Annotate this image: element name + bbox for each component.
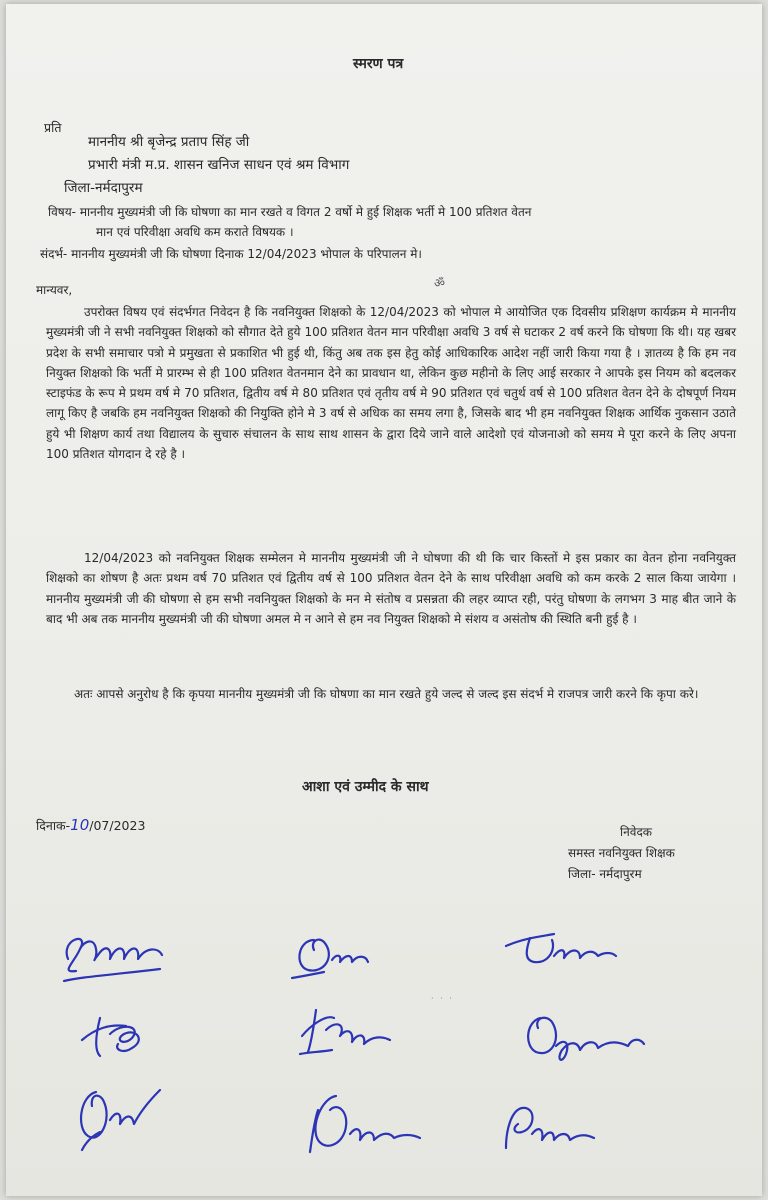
date-handwritten: 10 (70, 816, 90, 834)
sender-group: समस्त नवनियुक्त शिक्षक (568, 846, 675, 860)
letter-page (6, 4, 762, 1196)
signature-3 (494, 916, 664, 976)
date-line (36, 817, 145, 834)
signature-1 (50, 919, 220, 989)
signature-6 (516, 1002, 666, 1072)
paragraph-1-text: उपरोक्त विषय एवं संदर्भगत निवेदन है कि नवनियुक्त शिक्षको के 12/04/2023 को भोपाल मे आयोजित एक दिवसीय प्रशिक्षण कार्यक्रम मे माननीय मुख्यमंत्री जी ने सभी नवनियुक्त शिक्षको को सौगात देते हुये 100 प्रतिशत वेतन मान परिवीक्षा अवधि 3 वर्ष से घटाकर 2 वर्ष करने कि घोषणा कि थी। यह खबर प्रदेश के सभी समाचार पत्रो मे प्रमुखता से प्रकाशित भी हुई थी, किंतु अब तक इस हेतु कोई आधिकारिक आदेश नहीं जारी किया गया है । ज्ञातव्य है कि हम नव नियुक्त शिक्षको कि भर्ती मे प्रारम्भ से ही 100 प्रतिशत वेतनमान देने का प्रावधान था, लेकिन कुछ महीनो के लिए आई सरकार ने आपके इस नियम को बदलकर स्टाइफंड के रूप मे प्रथम वर्ष मे 70 प्रतिशत, द्वितीय वर्ष मे 80 प्रतिशत एवं तृतीय वर्ष मे 90 प्रतिशत एवं चतुर्थ वर्ष से 100 प्रतिशत वेतन देने के दोषपूर्ण नियम लागू किए है जबकि हम नवनियुक्त शिक्षको की नियुक्ति होने मे 3 वर्ष से अधिक का समय लगा है, जिसके बाद भी हम नवनियुक्त शिक्षक आर्थिक नुकसान उठाते हुये भी शिक्षण कार्य तथा विद्यालय के सुचारु संचालन के साथ साथ शासन के द्वारा दिये जाने वाले आदेशो एवं योजनाओ को समय मे पूरा करने के लिए अपना 100 प्रतिशत योगदान दे रहे है । (46, 305, 736, 462)
paragraph-2-text: 12/04/2023 को नवनियुक्त शिक्षक सम्मेलन मे माननीय मुख्यमंत्री जी ने घोषणा की थी कि चार किस्तों मे इस प्रकार का वेतन होना नवनियुक्त शिक्षको का शोषण है अतः प्रथम वर्ष 70 प्रतिशत एवं द्वितीय वर्ष से 100 प्रतिशत वेतन देने के साथ परिवीक्षा अवधि को कम करके 2 साल किया जायेगा ।माननीय मुख्यमंत्री जी की घोषणा से हम सभी नवनियुक्त शिक्षको के मन मे संतोष व प्रसन्नता की लहर व्याप्त रही, परंतु घोषणा के लगभग 3 माह बीत जाने के बाद भी अब तक माननीय मुख्यमंत्री जी की घोषणा अमल मे न आने से हम नव नियुक्त शिक्षको मे संशय व असंतोष की स्थिति बनी हुई है । (46, 551, 736, 626)
margin-mark: ॐ (434, 276, 445, 290)
sender-district: जिला- नर्मदापुरम (568, 867, 642, 881)
paragraph-2 (46, 548, 736, 629)
reference-line: संदर्भ- माननीय मुख्यमंत्री जी कि घोषणा दिनाक 12/04/2023 भोपाल के परिपालन मे। (40, 247, 422, 261)
signature-7 (66, 1072, 186, 1162)
paragraph-3 (36, 684, 736, 704)
signature-5 (286, 996, 436, 1066)
closing-line: आशा एवं उम्मीद के साथ (302, 779, 429, 795)
signature-8 (296, 1082, 446, 1162)
subject-line-1: विषय- माननीय मुख्यमंत्री जी कि घोषणा का मान रखते व विगत 2 वर्षो मे हुई शिक्षक भर्ती मे 100 प्रतिशत वेतन (48, 205, 532, 219)
date-label: दिनाक- (36, 818, 71, 833)
paragraph-1 (46, 302, 736, 464)
addressee-name: माननीय श्री बृजेन्द्र प्रताप सिंह जी (88, 134, 250, 150)
salutation: मान्यवर, (36, 283, 73, 297)
addressee-district: जिला-नर्मदापुरम (64, 180, 143, 196)
signature-4 (66, 1004, 186, 1064)
sender-label: निवेदक (620, 825, 653, 839)
document-title: स्मरण पत्र (353, 56, 404, 72)
subject-line-2: मान एवं परिवीक्षा अवधि कम कराते विषयक । (96, 225, 294, 239)
signature-9 (492, 1094, 642, 1164)
paper-specks: · · · (431, 994, 454, 1003)
recipient-prefix: प्रति (44, 120, 62, 135)
paragraph-3-text: अतः आपसे अनुरोध है कि कृपया माननीय मुख्यमंत्री जी कि घोषणा का मान रखते हुये जल्द से जल्द इस संदर्भ मे राजपत्र जारी करने कि कृपा करे। (74, 687, 699, 701)
addressee-designation: प्रभारी मंत्री म.प्र. शासन खनिज साधन एवं श्रम विभाग (88, 157, 350, 173)
signature-2 (284, 916, 454, 986)
date-rest: /07/2023 (89, 818, 146, 833)
